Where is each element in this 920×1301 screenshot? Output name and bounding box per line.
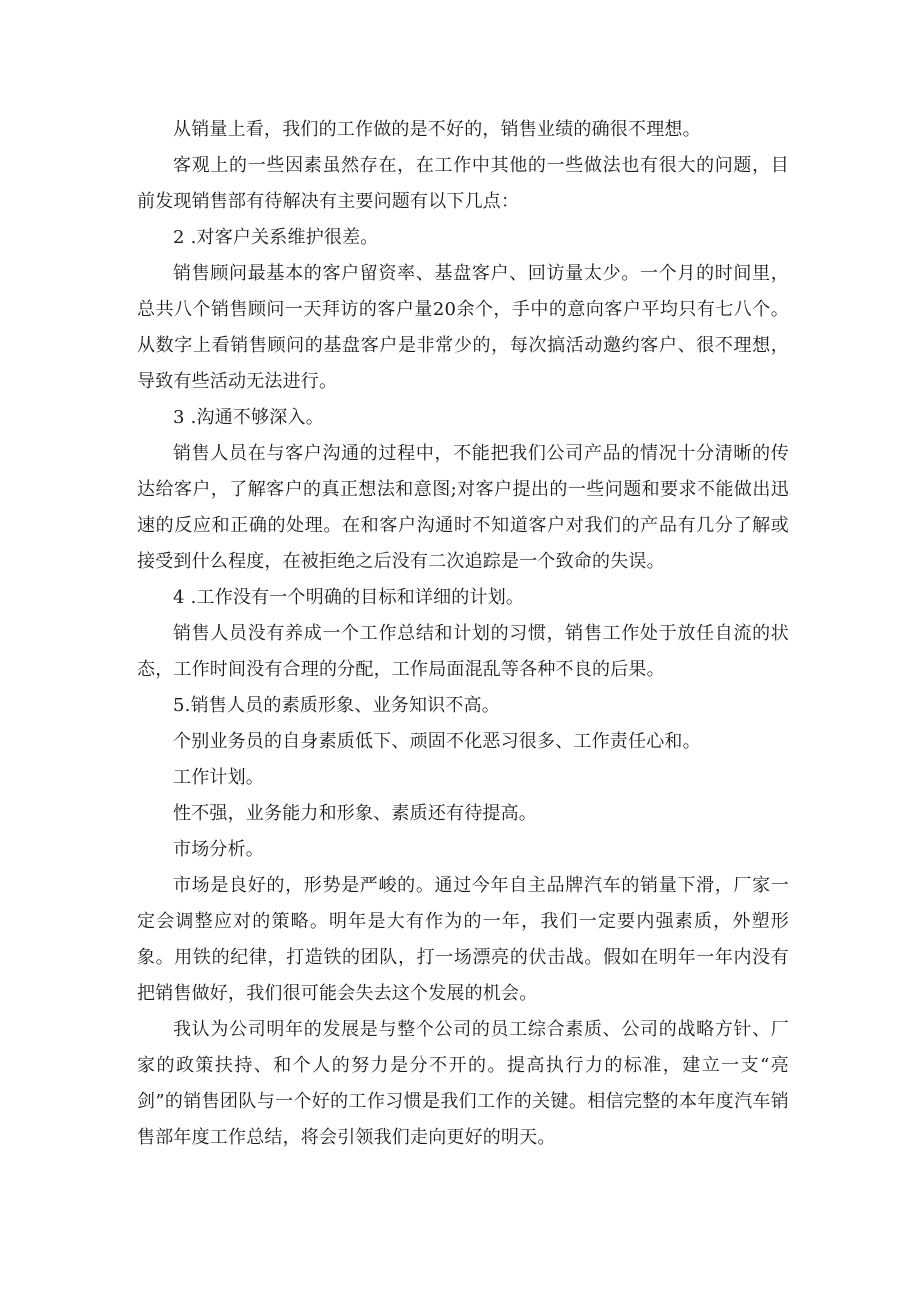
- paragraph-ability: 性不强，业务能力和形象、素质还有待提高。: [173, 803, 537, 824]
- paragraph-communication: 销售人员在与客户沟通的过程中，不能把我们公司产品的情况十分清晰的传达给客户，了解客户的真正想法和意图;对客户提出的一些问题和要求不能做出迅速的反应和正确的处理。在和客户沟通时不知道客户对我们的产品有几分了解或接受到什么程度，在被拒绝之后没有二次追踪是一个致命的失误。: [137, 443, 789, 572]
- heading-customer-relations: 2 .对客户关系维护很差。: [173, 227, 379, 248]
- heading-staff-quality: 5.销售人员的素质形象、业务知识不高。: [173, 695, 500, 716]
- paragraph-market-analysis: 市场是良好的，形势是严峻的。通过今年自主品牌汽车的销量下滑，厂家一定会调整应对的策略。明年是大有作为的一年，我们一定要内强素质，外塑形象。用铁的纪律，打造铁的团队，打一场漂亮的伏击战。假如在明年一年内没有把销售做好，我们很可能会失去这个发展的机会。: [137, 875, 789, 1004]
- paragraph-conclusion: 我认为公司明年的发展是与整个公司的员工综合素质、公司的战略方针、厂家的政策扶持、和个人的努力是分不开的。提高执行力的标准，建立一支“亮剑”的销售团队与一个好的工作习惯是我们工作的关键。相信完整的本年度汽车销售部年度工作总结，将会引领我们走向更好的明天。: [137, 1019, 789, 1148]
- paragraph-work-plan: 销售人员没有养成一个工作总结和计划的习惯，销售工作处于放任自流的状态，工作时间没有合理的分配，工作局面混乱等各种不良的后果。: [137, 623, 789, 680]
- heading-work-plan-label: 工作计划。: [173, 767, 264, 788]
- paragraph-objective-factors: 客观上的一些因素虽然存在，在工作中其他的一些做法也有很大的问题，目前发现销售部有待解决有主要问题有以下几点：: [137, 155, 789, 212]
- heading-market-analysis: 市场分析。: [173, 839, 264, 860]
- paragraph-staff-quality: 个别业务员的自身素质低下、顽固不化恶习很多、工作责任心和。: [173, 731, 701, 752]
- paragraph-sales-volume: 从销量上看，我们的工作做的是不好的，销售业绩的确很不理想。: [173, 119, 701, 140]
- paragraph-customer-relations: 销售顾问最基本的客户留资率、基盘客户、回访量太少。一个月的时间里，总共八个销售顾问一天拜访的客户量20余个，手中的意向客户平均只有七八个。从数字上看销售顾问的基盘客户是非常少的，每次搞活动邀约客户、很不理想，导致有些活动无法进行。: [137, 263, 789, 392]
- heading-communication: 3 .沟通不够深入。: [173, 407, 324, 428]
- document-body: [137, 112, 789, 1156]
- heading-work-plan: 4 .工作没有一个明确的目标和详细的计划。: [173, 587, 525, 608]
